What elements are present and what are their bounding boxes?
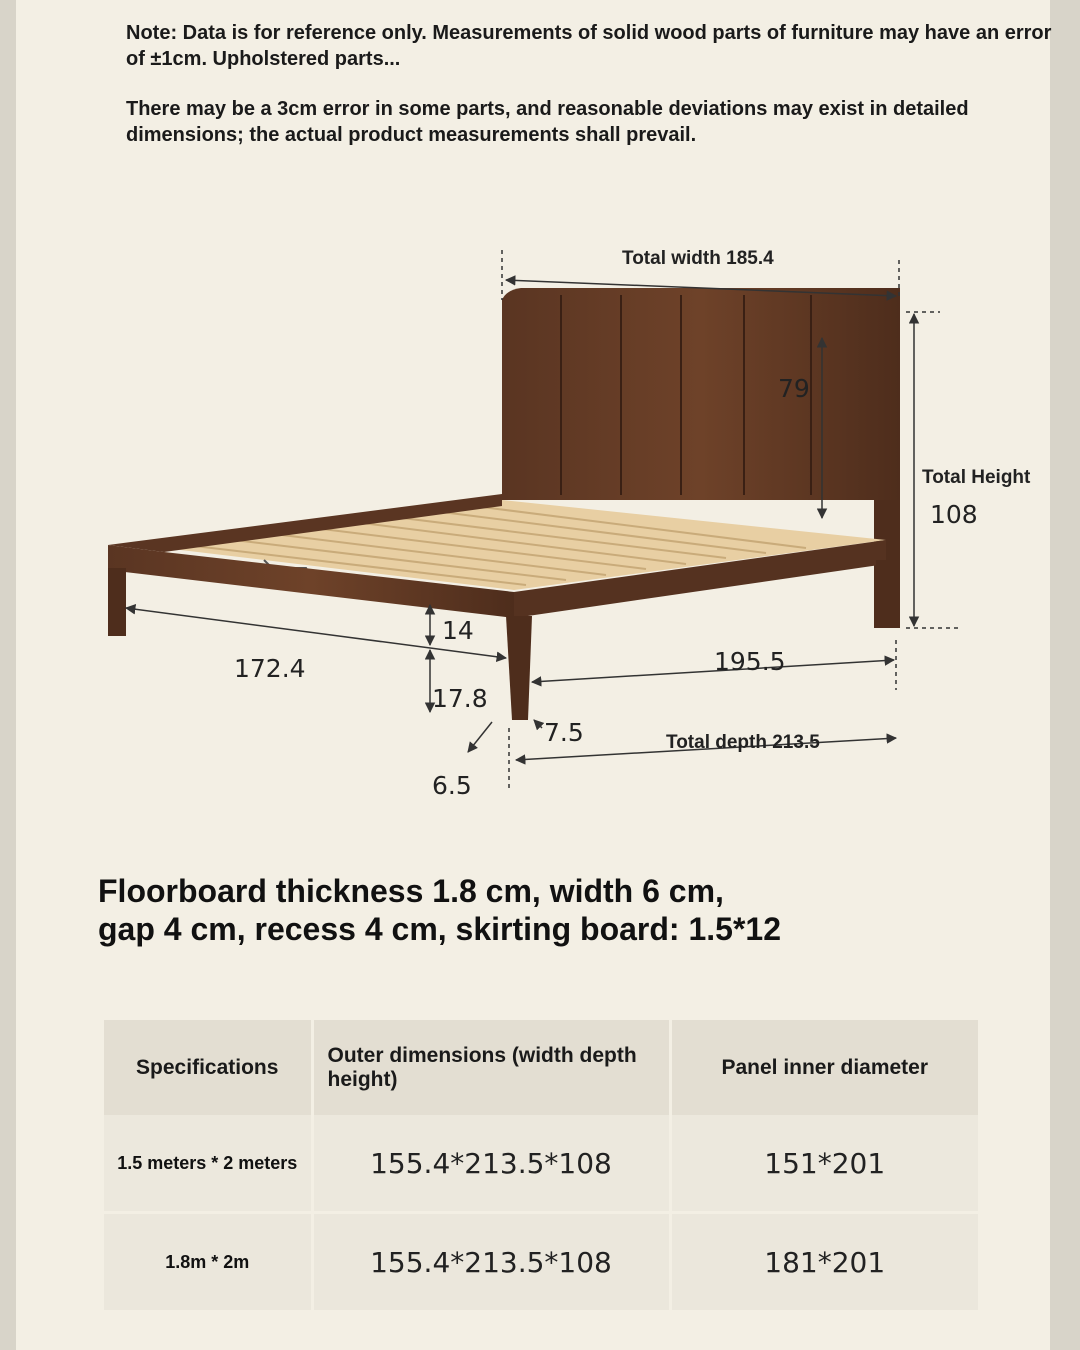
bed-dimension-diagram: [16, 0, 1050, 860]
inner-diameter-cell: 151*201: [670, 1115, 978, 1213]
total-height-value: 108: [930, 500, 978, 529]
product-spec-page: [16, 0, 1050, 1350]
spec-cell: 1.8m * 2m: [104, 1213, 312, 1311]
headline-line-1: Floorboard thickness 1.8 cm, width 6 cm,: [98, 873, 724, 909]
outer-dimensions-cell: 155.4*213.5*108: [312, 1115, 670, 1213]
table-row: [104, 1213, 978, 1311]
header-specifications: Specifications: [104, 1020, 312, 1115]
rail-height-label: 14: [442, 616, 474, 645]
right-leg: [876, 560, 898, 626]
front-leg: [506, 616, 532, 720]
inner-width-label: 172.4: [234, 654, 306, 683]
table-header-row: [104, 1020, 978, 1115]
header-outer-dimensions: Outer dimensions (width depth height): [312, 1020, 670, 1115]
headboard-height-label: 79: [778, 374, 810, 403]
headline-line-2: gap 4 cm, recess 4 cm, skirting board: 1.5*12: [98, 911, 781, 947]
total-depth-label: Total depth 213.5: [666, 732, 820, 753]
leg-depth-label: 6.5: [432, 771, 472, 800]
spec-cell: 1.5 meters * 2 meters: [104, 1115, 312, 1213]
leg-height-label: 17.8: [432, 684, 488, 713]
tolerance-note: There may be a 3cm error in some parts, and reasonable deviations may exist in detailed dimensions; the actual product measurements shall prevail.: [126, 98, 969, 146]
specifications-table: [104, 1020, 978, 1310]
outer-dimensions-cell: 155.4*213.5*108: [312, 1213, 670, 1311]
header-panel-inner-diameter: Panel inner diameter: [670, 1020, 978, 1115]
leg-width-label: 7.5: [544, 718, 584, 747]
total-height-label: Total Height: [922, 467, 1031, 488]
floorboard-spec-headline: [98, 872, 998, 948]
inner-diameter-cell: 181*201: [670, 1213, 978, 1311]
left-leg: [108, 568, 126, 636]
table-row: [104, 1115, 978, 1213]
reference-note: Note: Data is for reference only. Measurements of solid wood parts of furniture may have an error of ±1cm. Upholstered parts...: [126, 22, 1052, 70]
inner-length-label: 195.5: [714, 647, 786, 676]
total-width-label: Total width 185.4: [622, 248, 774, 269]
